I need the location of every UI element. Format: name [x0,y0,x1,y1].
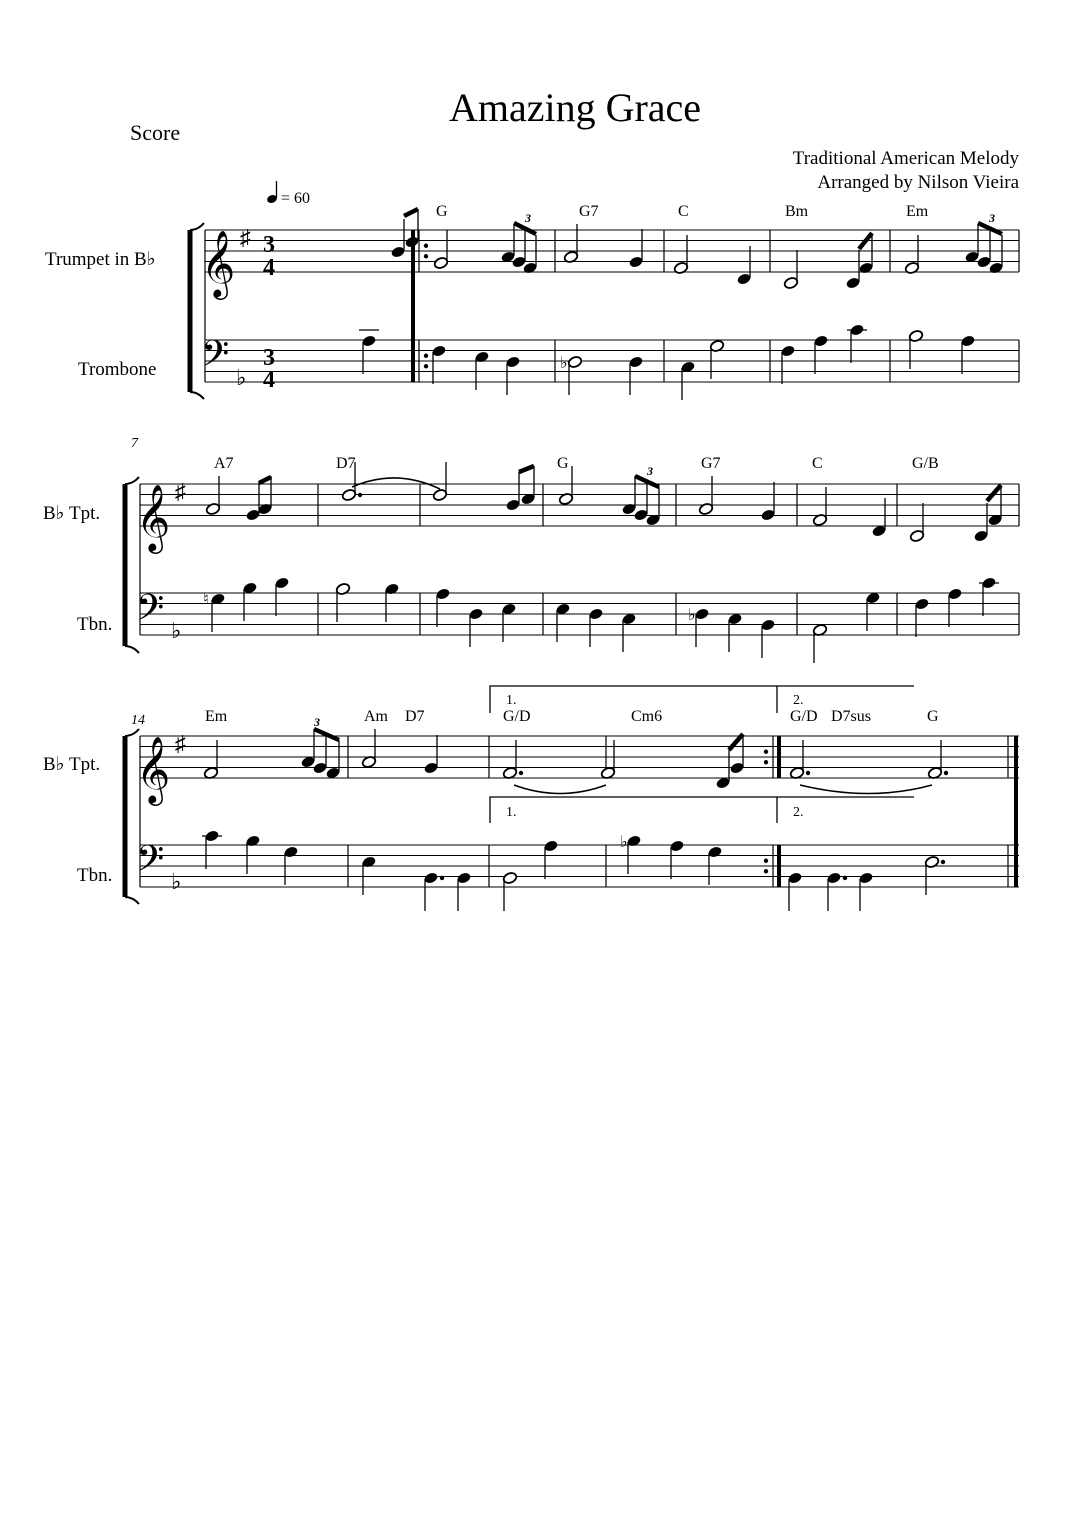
note-beam [519,466,534,472]
chord-symbols [205,203,939,725]
flat-icon: ♭ [560,355,568,372]
augmentation-dot [944,771,948,775]
chord-symbol: G/D [790,708,818,725]
tempo-value: = 60 [281,190,311,207]
flat-icon: ♭ [620,834,628,851]
first-ending-label: 1. [506,805,517,820]
part-name-trumpet-abbr: B♭ Tpt. [43,754,101,775]
chord-symbol: Bm [785,203,809,220]
flat-icon: ♭ [171,869,182,894]
repeat-dot [764,869,768,873]
part-name-trumpet: Trumpet in B♭ [45,249,156,270]
augmentation-dot [843,876,847,880]
chord-symbol: G [436,203,448,220]
augmentation-dot [358,493,362,497]
flat-icon: ♭ [171,618,182,643]
augmentation-dot [941,860,945,864]
time-sig-denominator: 4 [263,367,275,393]
chord-symbol: D7 [336,455,356,472]
triplet-label: 3 [989,211,995,225]
part-name-trombone-abbr: Tbn. [77,865,113,886]
tuplet-labels [313,211,995,729]
tie [352,478,440,489]
tie [514,785,606,794]
notation-layer [140,209,1019,911]
part-name-trombone: Trombone [78,359,157,380]
score-label: Score [130,120,181,145]
chord-symbol: C [812,455,823,472]
time-sig-numerator: 3 [263,232,275,258]
tie [800,785,932,794]
triplet-label: 3 [525,211,531,225]
treble-clef-icon: 𝄞 [136,737,171,802]
bass-clef-icon: 𝄢 [136,839,165,888]
triplet-label: 3 [314,715,320,729]
time-signatures [263,232,275,393]
chord-symbol: G/B [912,455,939,472]
chord-symbol: D7sus [831,708,872,725]
bass-clef-icon: 𝄢 [201,334,230,383]
chord-symbol: Em [205,708,228,725]
repeat-dot [764,760,768,764]
key-signatures [171,225,251,894]
augmentation-dot [806,771,810,775]
repeat-dot [424,364,428,368]
flat-icon: ♭ [688,607,696,624]
flat-icon: ♭ [236,365,247,390]
score-title: Amazing Grace [448,85,702,130]
chord-symbol: G/D [503,708,531,725]
augmentation-dot [519,771,523,775]
treble-clef-icon: 𝄞 [201,231,236,296]
time-sig-denominator: 4 [263,255,275,281]
chord-symbol: Em [906,203,929,220]
time-sig-numerator: 3 [263,345,275,371]
treble-clef-icon: 𝄞 [136,485,171,550]
chord-symbol: A7 [214,455,234,472]
note-beam [259,477,271,483]
arranger-line: Arranged by Nilson Vieira [817,172,1019,193]
measure-number: 7 [131,436,138,451]
staff-lines [140,230,1019,887]
second-ending-label: 2. [793,805,804,820]
note-beam [404,209,418,216]
chord-symbol: C [678,203,689,220]
augmentation-dot [440,876,444,880]
measure-number: 14 [131,713,145,728]
part-name-trumpet-abbr: B♭ Tpt. [43,503,101,524]
sharp-icon: ♯ [240,225,251,250]
chord-symbol: G7 [579,203,599,220]
first-ending-label: 1. [506,693,517,708]
chord-symbol: G [557,455,569,472]
chord-symbol: D7 [405,708,425,725]
repeat-dot [764,750,768,754]
repeat-dot [764,859,768,863]
chord-symbol: Am [364,708,388,725]
chord-symbol: G7 [701,455,721,472]
second-ending-label: 2. [793,693,804,708]
tempo-marking [266,181,310,207]
part-name-trombone-abbr: Tbn. [77,614,113,635]
note-beam [987,485,1001,501]
natural-icon: ♮ [203,591,209,608]
bass-clef-icon: 𝄢 [136,588,165,637]
chord-symbol: G [927,708,939,725]
repeat-dot [424,254,428,258]
repeat-dot [424,244,428,248]
repeat-dot [424,354,428,358]
sharp-icon: ♯ [175,731,186,756]
triplet-label: 3 [647,464,653,478]
sharp-icon: ♯ [175,479,186,504]
clefs [136,231,235,888]
chord-symbol: Cm6 [631,708,663,725]
composer-line: Traditional American Melody [792,148,1019,169]
volta-brackets [490,686,914,823]
